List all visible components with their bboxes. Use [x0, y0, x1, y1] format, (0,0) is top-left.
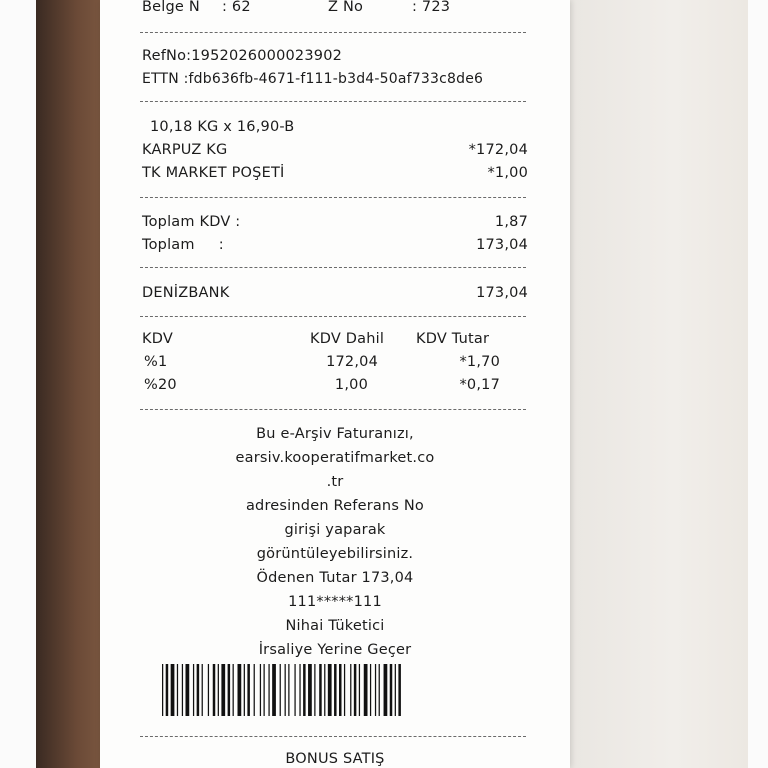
barcode-bar	[379, 664, 380, 716]
masked-card: 111*****111	[288, 594, 382, 610]
barcode-bar	[171, 664, 175, 716]
footer-line: İrsaliye Yerine Geçer	[258, 642, 412, 658]
barcode-bar	[344, 664, 345, 716]
barcode-bar	[398, 664, 401, 716]
belge-value: : 62	[222, 0, 251, 15]
barcode-bar	[254, 664, 255, 716]
belge-label: Belge N	[142, 0, 200, 15]
barcode	[162, 664, 528, 716]
tax-tutar: *0,17	[459, 377, 500, 393]
tax-header-dahil: KDV Dahil	[310, 331, 385, 347]
barcode-bar	[324, 664, 325, 716]
footer-line: Ödenen Tutar 173,04	[256, 570, 414, 586]
payment-amount: 173,04	[476, 285, 528, 301]
right-margin	[748, 0, 768, 768]
barcode-bar	[166, 664, 169, 716]
barcode-bar	[334, 664, 337, 716]
barcode-bar	[280, 664, 281, 716]
tax-rate: %20	[144, 377, 177, 393]
barcode-bar	[350, 664, 351, 716]
divider	[140, 409, 526, 410]
barcode-bar	[359, 664, 360, 716]
footer-line: adresinden Referans No	[245, 498, 425, 514]
barcode-bar	[244, 664, 245, 716]
receipt	[100, 0, 570, 768]
bonus-label: BONUS SATIŞ	[285, 751, 385, 767]
barcode-bar	[197, 664, 200, 716]
footer-line: Nihai Tüketici	[285, 618, 385, 634]
item-price: *1,00	[487, 165, 528, 181]
barcode-bar	[208, 664, 209, 716]
barcode-bar	[384, 664, 388, 716]
z-value: : 723	[412, 0, 451, 15]
divider	[140, 316, 526, 317]
barcode-bar	[213, 664, 216, 716]
footer-line: earsiv.kooperatifmarket.co	[235, 450, 435, 466]
barcode-bar	[233, 664, 234, 716]
tax-header-tutar: KDV Tutar	[416, 331, 490, 347]
table-surface	[560, 0, 750, 768]
divider	[140, 32, 526, 33]
barcode-bar	[390, 664, 393, 716]
barcode-bar	[395, 664, 396, 716]
z-label: Z No	[328, 0, 364, 15]
kdv-total-value: 1,87	[494, 214, 528, 230]
barcode-bar	[238, 664, 242, 716]
barcode-bar	[339, 664, 342, 716]
barcode-bar	[268, 664, 269, 716]
qty-line: 10,18 KG x 16,90-B	[150, 119, 295, 135]
divider	[140, 101, 526, 102]
ref-no: RefNo:1952026000023902	[142, 48, 343, 64]
barcode-bar	[272, 664, 276, 716]
barcode-bar	[162, 664, 163, 716]
barcode-bar	[308, 664, 312, 716]
barcode-bar	[264, 664, 265, 716]
barcode-bar	[328, 664, 332, 716]
barcode-bar	[218, 664, 219, 716]
barcode-bar	[182, 664, 183, 716]
barcode-bar	[319, 664, 322, 716]
barcode-bar	[221, 664, 225, 716]
tax-dahil: 172,04	[326, 354, 378, 370]
tax-tutar: *1,70	[459, 354, 500, 370]
ettn: ETTN :fdb636fb-4671-f111-b3d4-50af733c8de6	[142, 71, 484, 87]
footer-line: girişi yaparak	[284, 522, 386, 538]
footer-line: Bu e-Arşiv Faturanızı,	[256, 426, 414, 442]
tax-rate: %1	[144, 354, 168, 370]
barcode-bar	[370, 664, 371, 716]
divider	[140, 197, 526, 198]
footer-line: görüntüleyebilirsiniz.	[256, 546, 414, 562]
barcode-bar	[364, 664, 368, 716]
barcode-bar	[260, 664, 261, 716]
tax-header-kdv: KDV	[142, 331, 173, 347]
divider	[140, 736, 526, 737]
payment-method: DENİZBANK	[142, 285, 230, 301]
item-name: KARPUZ KG	[142, 142, 228, 158]
barcode-bar	[354, 664, 357, 716]
footer-line: .tr	[326, 474, 344, 490]
barcode-bar	[193, 664, 194, 716]
barcode-bar	[314, 664, 315, 716]
item-name: TK MARKET POŞETİ	[142, 165, 285, 181]
barcode-bar	[228, 664, 231, 716]
barcode-bar	[299, 664, 300, 716]
barcode-bar	[303, 664, 306, 716]
barcode-bar	[177, 664, 178, 716]
barcode-bar	[247, 664, 250, 716]
barcode-bar	[186, 664, 190, 716]
barcode-bar	[288, 664, 289, 716]
barcode-bar	[375, 664, 376, 716]
barcode-bar	[285, 664, 286, 716]
barcode-bar	[202, 664, 203, 716]
kdv-total-label: Toplam KDV :	[142, 214, 241, 230]
divider	[140, 267, 526, 268]
total-value: 173,04	[476, 237, 528, 253]
barcode-bar	[294, 664, 295, 716]
tax-dahil: 1,00	[334, 377, 368, 393]
total-label: Toplam :	[142, 237, 224, 253]
item-price: *172,04	[468, 142, 528, 158]
left-margin	[0, 0, 36, 768]
